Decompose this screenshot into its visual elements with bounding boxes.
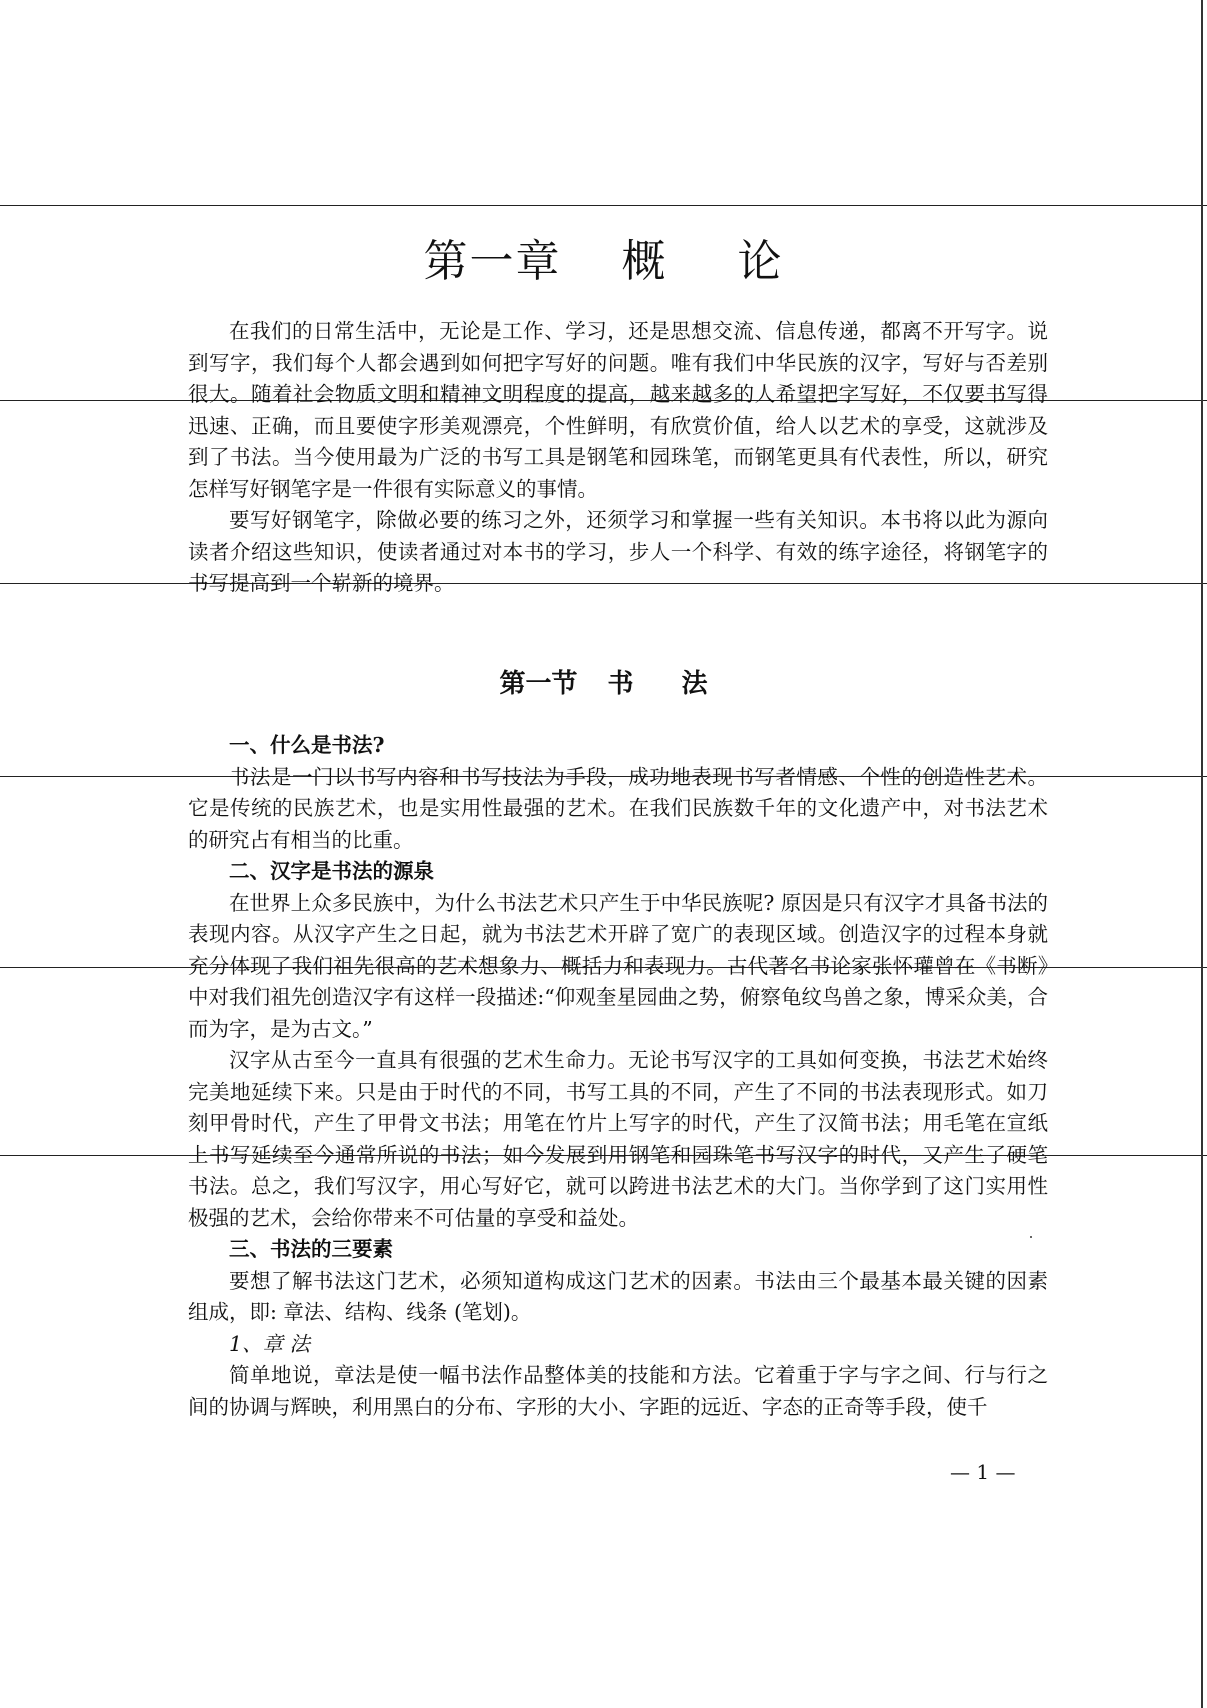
body-paragraph: 在世界上众多民族中，为什么书法艺术只产生于中华民族呢? 原因是只有汉字才具备书法的表现内容。从汉字产生之日起，就为书法艺术开辟了宽广的表现区域。创造汉字的过程本身就充分体现了我们祖先很高的艺术想象力、概括力和表现力。古代著名书论家张怀瓘曾在《书断》中对我们祖先创造汉字有这样一段描述:“仰观奎星园曲之势，俯察龟纹鸟兽之象，博采众美，合而为字，是为古文。”	[188, 890, 1048, 1041]
chapter-title	[0, 225, 1207, 289]
subsection-heading: 三、书法的三要素	[229, 1237, 393, 1261]
subsection-heading: 一、什么是书法?	[229, 733, 385, 757]
chapter-word-2: 论	[737, 236, 784, 287]
scan-line	[0, 205, 1207, 206]
subsection-heading: 二、汉字是书法的源泉	[229, 859, 434, 883]
body-paragraph: 书法是一门以书写内容和书写技法为手段，成功地表现书写者情感、个性的创造性艺术。它是传统的民族艺术，也是实用性最强的艺术。在我们民族数千年的文化遗产中，对书法艺术的研究占有相当的比重。	[188, 764, 1048, 852]
intro-paragraph: 要写好钢笔字，除做必要的练习之外，还须学习和掌握一些有关知识。本书将以此为源向读者介绍这些知识，使读者通过对本书的学习，步人一个科学、有效的练字途径，将钢笔字的书写提高到一个崭新的境界。	[188, 508, 1048, 595]
body-paragraph: 简单地说，章法是使一幅书法作品整体美的技能和方法。它着重于字与字之间、行与行之间的协调与辉映，利用黑白的分布、字形的大小、字距的远近、字态的正奇等手段，使千	[188, 1363, 1048, 1419]
page-number: — 1 —	[950, 1460, 1016, 1484]
chapter-label: 第一章	[423, 236, 562, 287]
body-paragraph: 要想了解书法这门艺术，必须知道构成这门艺术的因素。书法由三个最基本最关键的因素组成，即: 章法、结构、线条 (笔划)。	[188, 1268, 1048, 1324]
section-label: 第一节	[499, 669, 578, 699]
section-word-1: 书	[607, 669, 634, 699]
section-title	[0, 663, 1207, 700]
chapter-word-1: 概	[621, 236, 668, 287]
section-word-2: 法	[681, 669, 708, 699]
intro-paragraph: 在我们的日常生活中，无论是工作、学习，还是思想交流、信息传递，都离不开写字。说到写字，我们每个人都会遇到如何把字写好的问题。唯有我们中华民族的汉字，写好与否差别很大。随着社会物质文明和精神文明程度的提高，越来越多的人希望把字写好，不仅要书写得迅速、正确，而且要使字形美观漂亮，个性鲜明，有欣赏价值，给人以艺术的享受，这就涉及到了书法。当今使用最为广泛的书写工具是钢笔和园珠笔，而钢笔更具有代表性，所以，研究怎样写好钢笔字是一件很有实际意义的事情。	[188, 319, 1048, 501]
intro-text	[188, 316, 1048, 600]
body-paragraph: 汉字从古至今一直具有很强的艺术生命力。无论书写汉字的工具如何变换，书法艺术始终完美地延续下来。只是由于时代的不同，书写工具的不同，产生了不同的书法表现形式。如刀刻甲骨时代，产生了甲骨文书法；用笔在竹片上写字的时代，产生了汉简书法；用毛笔在宣纸上书写延续至今通常所说的书法；如今发展到用钢笔和园珠笔书写汉字的时代，又产生了硬笔书法。总之，我们写汉字，用心写好它，就可以跨进书法艺术的大门。当你学到了这门实用性极强的艺术，会给你带来不可估量的享受和益处。	[188, 1048, 1048, 1230]
subsection-subheading: 1、章 法	[229, 1331, 311, 1356]
section-content	[188, 730, 1048, 1423]
